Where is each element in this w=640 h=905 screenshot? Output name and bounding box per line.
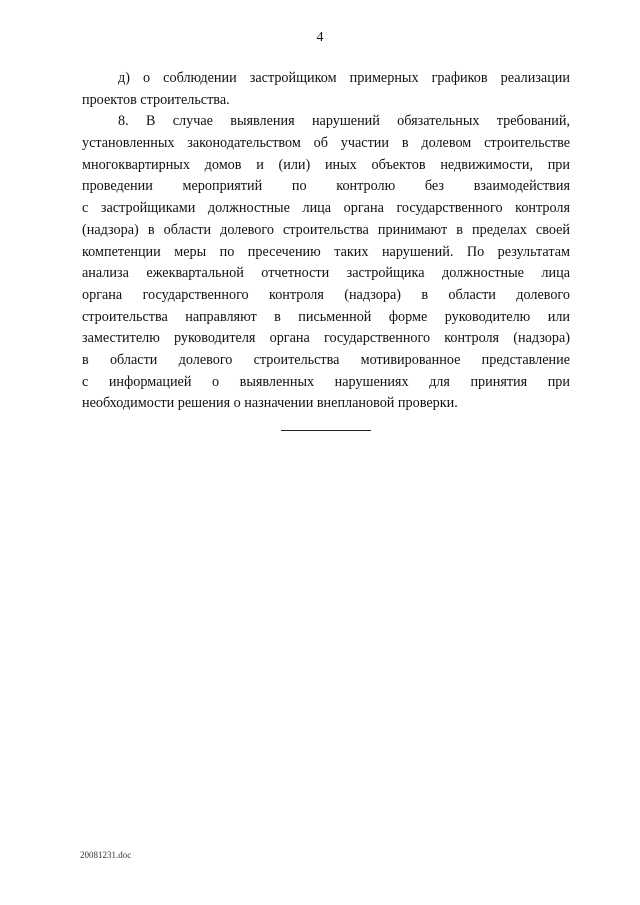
text-line: проведении мероприятий по контролю без взаимодействия (82, 178, 570, 195)
text-line: компетенции меры по пресечению таких нарушений. По результатам (82, 243, 570, 260)
text-line: с информацией о выявленных нарушениях для принятия при (82, 373, 570, 390)
text-line: заместителю руководителя органа государственного контроля (надзора) (82, 330, 570, 347)
text-line: (надзора) в области долевого строительства принимают в пределах своей (82, 221, 570, 238)
text-line: установленных законодательством об участии в долевом строительстве (82, 135, 570, 152)
text-line: проектов строительства. (82, 91, 230, 108)
text-line: необходимости решения о назначении внеплановой проверки. (82, 395, 458, 412)
text-line: органа государственного контроля (надзора) в области долевого (82, 286, 570, 303)
text-line: д) о соблюдении застройщиком примерных графиков реализации (118, 70, 570, 86)
end-of-document-rule (281, 430, 371, 431)
footer-filename: 20081231.doc (80, 850, 132, 860)
text-line: с застройщиками должностные лица органа государственного контроля (82, 200, 570, 217)
text-line: строительства направляют в письменной форме руководителю или (82, 308, 570, 325)
text-line: 8. В случае выявления нарушений обязательных требований, (118, 113, 570, 130)
text-line: многоквартирных домов и (или) иных объектов недвижимости, при (82, 156, 570, 173)
text-line: в области долевого строительства мотивированное представление (82, 351, 570, 368)
page-number: 4 (316, 30, 324, 45)
document-body (82, 68, 570, 415)
text-line: анализа ежеквартальной отчетности застройщика должностные лица (82, 265, 570, 282)
